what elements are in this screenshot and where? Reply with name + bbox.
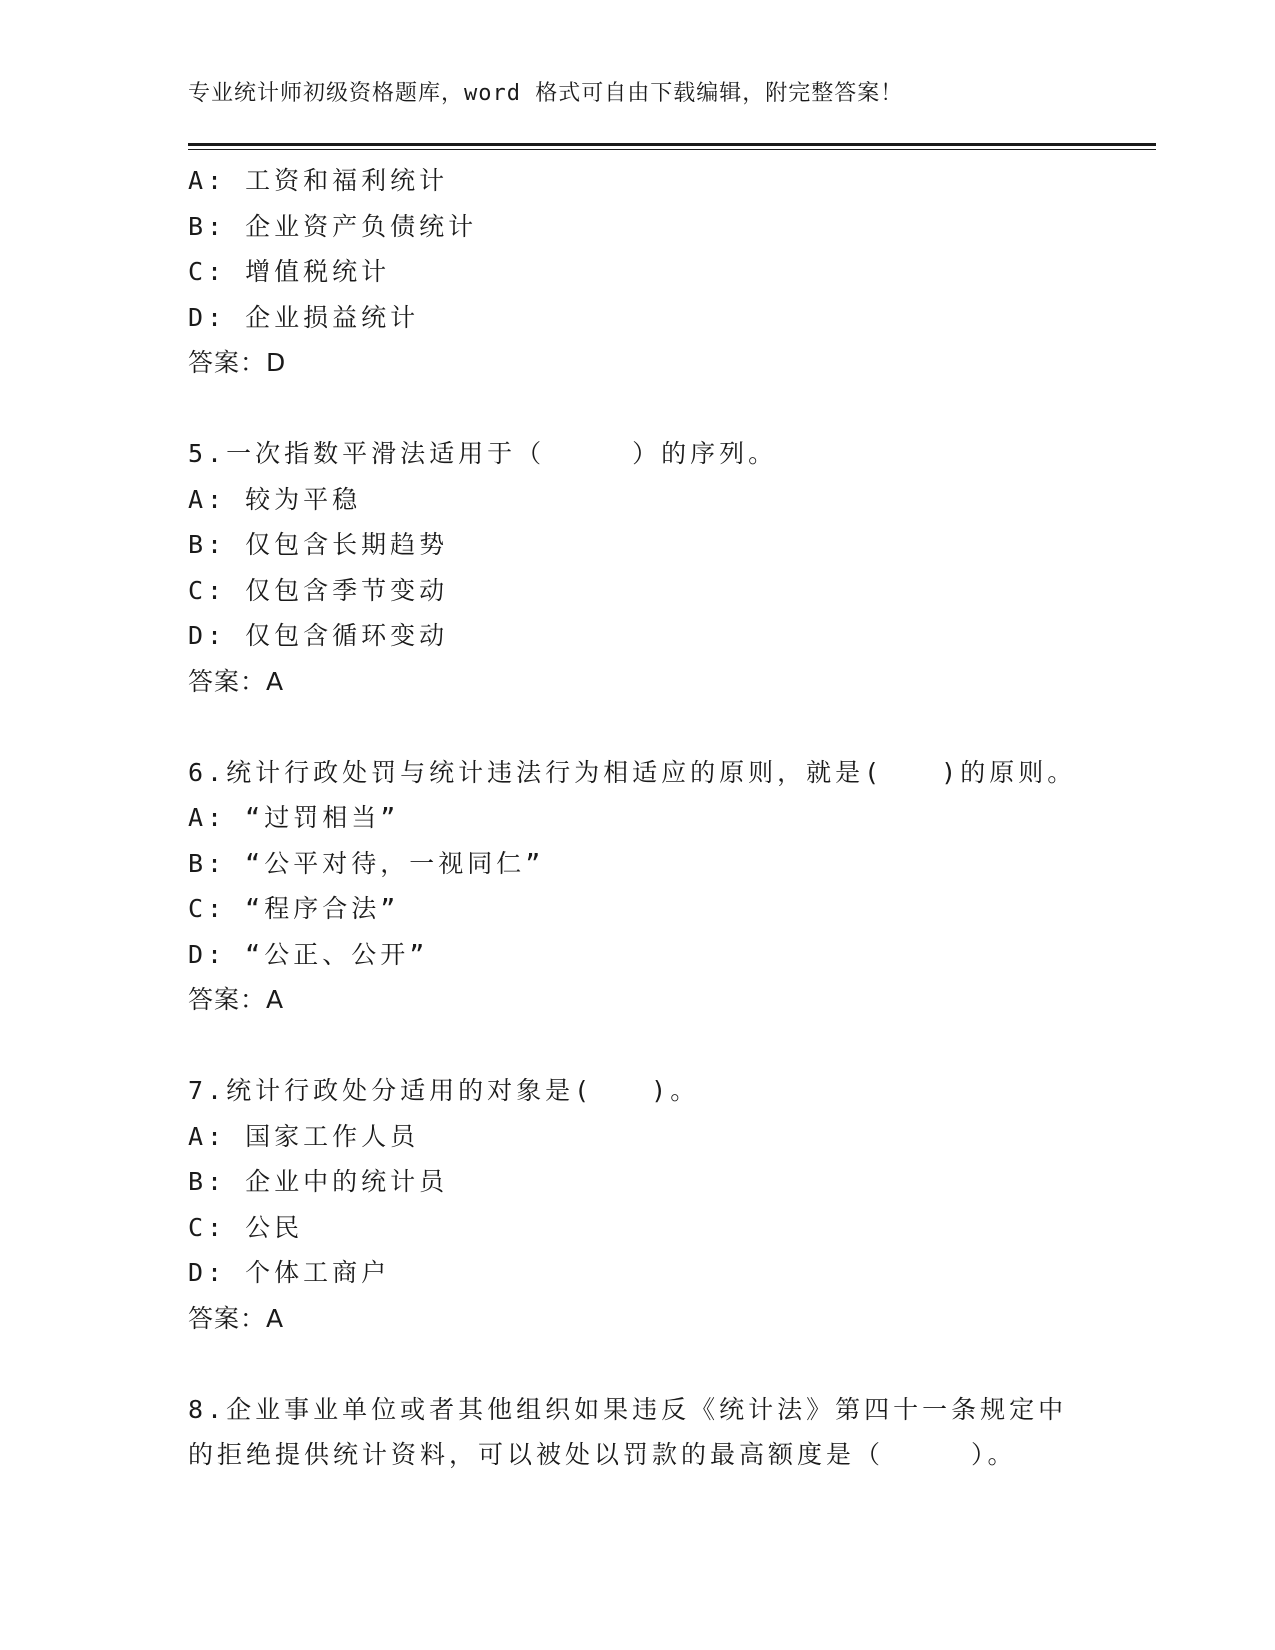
option-b: B: 仅包含长期趋势 bbox=[188, 530, 449, 559]
header-divider-thick bbox=[188, 143, 1156, 146]
question-stem: 5.一次指数平滑法适用于（ ）的序列。 bbox=[188, 439, 778, 468]
spacer bbox=[188, 386, 1148, 432]
spacer bbox=[188, 704, 1148, 750]
header-text: 专业统计师初级资格题库，word 格式可自由下载编辑，附完整答案！ bbox=[188, 81, 904, 106]
option-d: D: “公正、公开” bbox=[188, 939, 429, 969]
option-a: A: 工资和福利统计 bbox=[188, 166, 449, 195]
option-d: D: 仅包含循环变动 bbox=[188, 621, 449, 650]
option-b: B: “公平对待，一视同仁” bbox=[188, 848, 545, 878]
option-d: D: 个体工商户 bbox=[188, 1258, 391, 1287]
question-stem-line-2: 的拒绝提供统计资料，可以被处以罚款的最高额度是（ ）。 bbox=[188, 1440, 1017, 1469]
header-divider-thin bbox=[188, 149, 1156, 150]
question-block-8 bbox=[188, 1387, 1148, 1478]
question-block-4 bbox=[188, 158, 1148, 386]
option-a: A: 较为平稳 bbox=[188, 484, 362, 514]
question-block-5 bbox=[188, 431, 1148, 704]
spacer bbox=[188, 1023, 1148, 1069]
spacer bbox=[188, 1341, 1148, 1387]
answer-line: 答案：A bbox=[188, 985, 285, 1014]
option-a: A: 国家工作人员 bbox=[188, 1121, 420, 1151]
option-c: C: 增值税统计 bbox=[188, 257, 391, 286]
answer-line: 答案：A bbox=[188, 666, 285, 696]
answer-line: 答案：D bbox=[188, 348, 287, 377]
option-b: B: 企业中的统计员 bbox=[188, 1167, 449, 1196]
question-stem-line-1: 8.企业事业单位或者其他组织如果违反《统计法》第四十一条规定中 bbox=[188, 1394, 1068, 1424]
option-a: A: “过罚相当” bbox=[188, 803, 400, 832]
question-list bbox=[188, 158, 1148, 1478]
question-stem: 6.统计行政处罚与统计违法行为相适应的原则，就是( )的原则。 bbox=[188, 757, 1077, 787]
question-block-7 bbox=[188, 1068, 1148, 1341]
answer-line: 答案：A bbox=[188, 1303, 285, 1333]
option-c: C: 公民 bbox=[188, 1212, 304, 1242]
option-d: D: 企业损益统计 bbox=[188, 302, 420, 332]
option-b: B: 企业资产负债统计 bbox=[188, 211, 478, 241]
option-c: C: “程序合法” bbox=[188, 894, 400, 923]
option-c: C: 仅包含季节变动 bbox=[188, 575, 449, 605]
question-block-6 bbox=[188, 750, 1148, 1023]
question-stem: 7.统计行政处分适用的对象是( )。 bbox=[188, 1076, 700, 1105]
